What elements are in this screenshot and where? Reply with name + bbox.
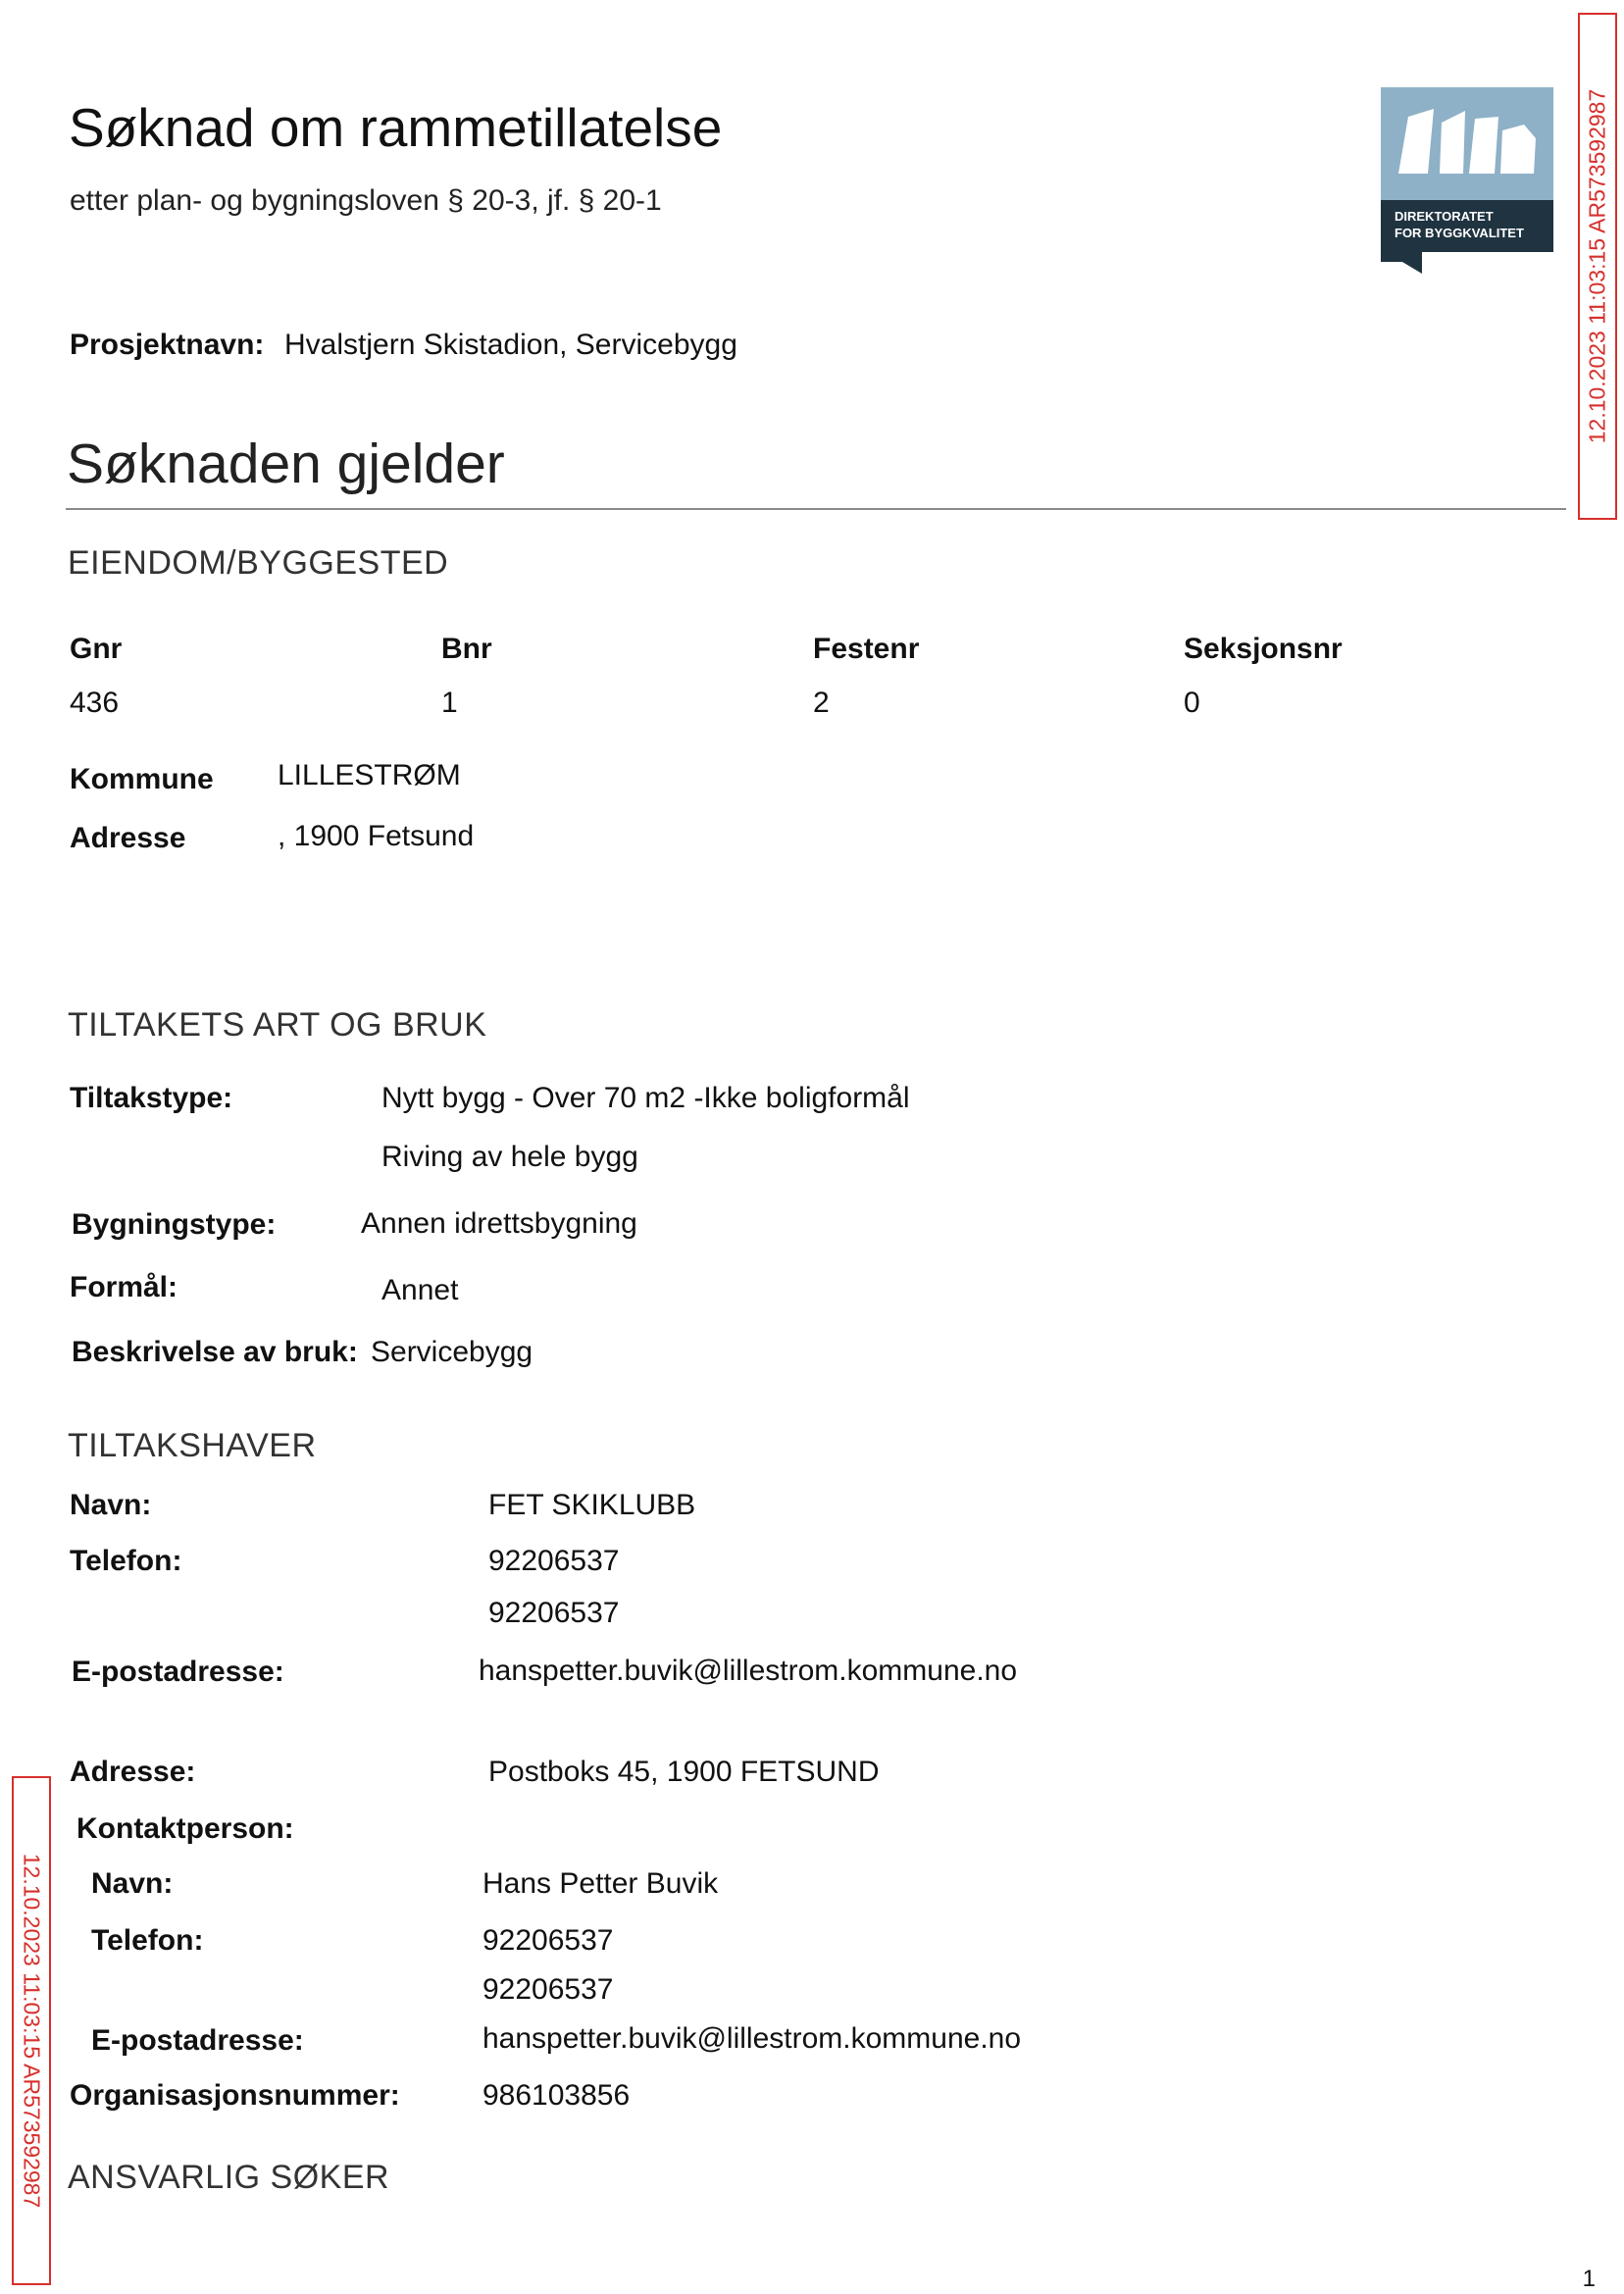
kontakt-navn-label: Navn: [91, 1867, 174, 1900]
page-number: 1 [1582, 2266, 1596, 2292]
ansvarlig-heading: ANSVARLIG SØKER [68, 2159, 390, 2196]
stamp-top-text: 12.10.2023 11:03:15 AR573592987 [1584, 88, 1610, 444]
festenr-label: Festenr [813, 633, 920, 665]
seksjonsnr-value: 0 [1184, 687, 1200, 719]
bygningstype-label: Bygningstype: [72, 1208, 277, 1241]
tiltakshaver-telefon-label: Telefon: [70, 1545, 182, 1577]
formal-value: Annet [381, 1274, 459, 1306]
eiendom-heading: EIENDOM/BYGGESTED [68, 544, 449, 582]
tiltak-heading: TILTAKETS ART OG BRUK [68, 1006, 487, 1044]
tiltakshaver-telefon-value-2: 92206537 [488, 1597, 620, 1629]
logo-text-line2: FOR BYGGKVALITET [1395, 226, 1524, 240]
dibk-logo [1381, 87, 1553, 274]
tiltakshaver-navn-value: FET SKIKLUBB [488, 1489, 696, 1521]
kontaktperson-label: Kontaktperson: [76, 1812, 294, 1845]
kommune-label: Kommune [70, 763, 214, 795]
festenr-value: 2 [813, 687, 830, 719]
kontakt-epost-value: hanspetter.buvik@lillestrom.kommune.no [482, 2022, 1022, 2055]
tiltakstype-value-2: Riving av hele bygg [381, 1141, 638, 1173]
tiltakshaver-adresse-value: Postboks 45, 1900 FETSUND [488, 1756, 880, 1788]
beskrivelse-value: Servicebygg [371, 1336, 533, 1368]
kontakt-epost-label: E-postadresse: [91, 2024, 304, 2057]
section-title: Søknaden gjelder [67, 433, 505, 495]
seksjonsnr-label: Seksjonsnr [1184, 633, 1343, 665]
tiltakshaver-adresse-label: Adresse: [70, 1756, 196, 1788]
kontakt-telefon-label: Telefon: [91, 1924, 204, 1957]
bygningstype-value: Annen idrettsbygning [361, 1207, 637, 1240]
document-subtitle: etter plan- og bygningsloven § 20-3, jf. § 20-1 [70, 184, 662, 217]
tiltakstype-value-1: Nytt bygg - Over 70 m2 -Ikke boligformål [381, 1082, 910, 1114]
timestamp-stamp-bottom [12, 1776, 51, 2285]
adresse-label: Adresse [70, 822, 186, 854]
adresse-value: , 1900 Fetsund [278, 820, 475, 852]
bnr-value: 1 [441, 687, 458, 719]
kontakt-navn-value: Hans Petter Buvik [482, 1867, 719, 1900]
project-value: Hvalstjern Skistadion, Servicebygg [284, 329, 737, 361]
gnr-value: 436 [70, 687, 120, 719]
tiltakshaver-telefon-value-1: 92206537 [488, 1545, 620, 1577]
tiltakstype-label: Tiltakstype: [70, 1082, 233, 1114]
stamp-bottom-text: 12.10.2023 11:03:15 AR573592987 [19, 1853, 45, 2209]
tiltakshaver-epost-label: E-postadresse: [72, 1656, 284, 1688]
tiltakshaver-navn-label: Navn: [70, 1489, 152, 1521]
beskrivelse-label: Beskrivelse av bruk: [72, 1336, 358, 1368]
tiltakshaver-epost-value: hanspetter.buvik@lillestrom.kommune.no [479, 1655, 1018, 1687]
project-label: Prosjektnavn: [70, 329, 265, 361]
kommune-value: LILLESTRØM [278, 759, 461, 791]
formal-label: Formål: [70, 1271, 178, 1303]
logo-text-line1: DIREKTORATET [1395, 209, 1494, 224]
section-divider [66, 508, 1566, 510]
gnr-label: Gnr [70, 633, 123, 665]
orgnr-value: 986103856 [482, 2079, 631, 2112]
document-title: Søknad om rammetillatelse [69, 97, 723, 158]
bnr-label: Bnr [441, 633, 492, 665]
kontakt-telefon-value-1: 92206537 [482, 1924, 614, 1957]
orgnr-label: Organisasjonsnummer: [70, 2079, 400, 2112]
tiltakshaver-heading: TILTAKSHAVER [68, 1427, 317, 1464]
timestamp-stamp-top [1578, 13, 1617, 520]
kontakt-telefon-value-2: 92206537 [482, 1973, 614, 2006]
